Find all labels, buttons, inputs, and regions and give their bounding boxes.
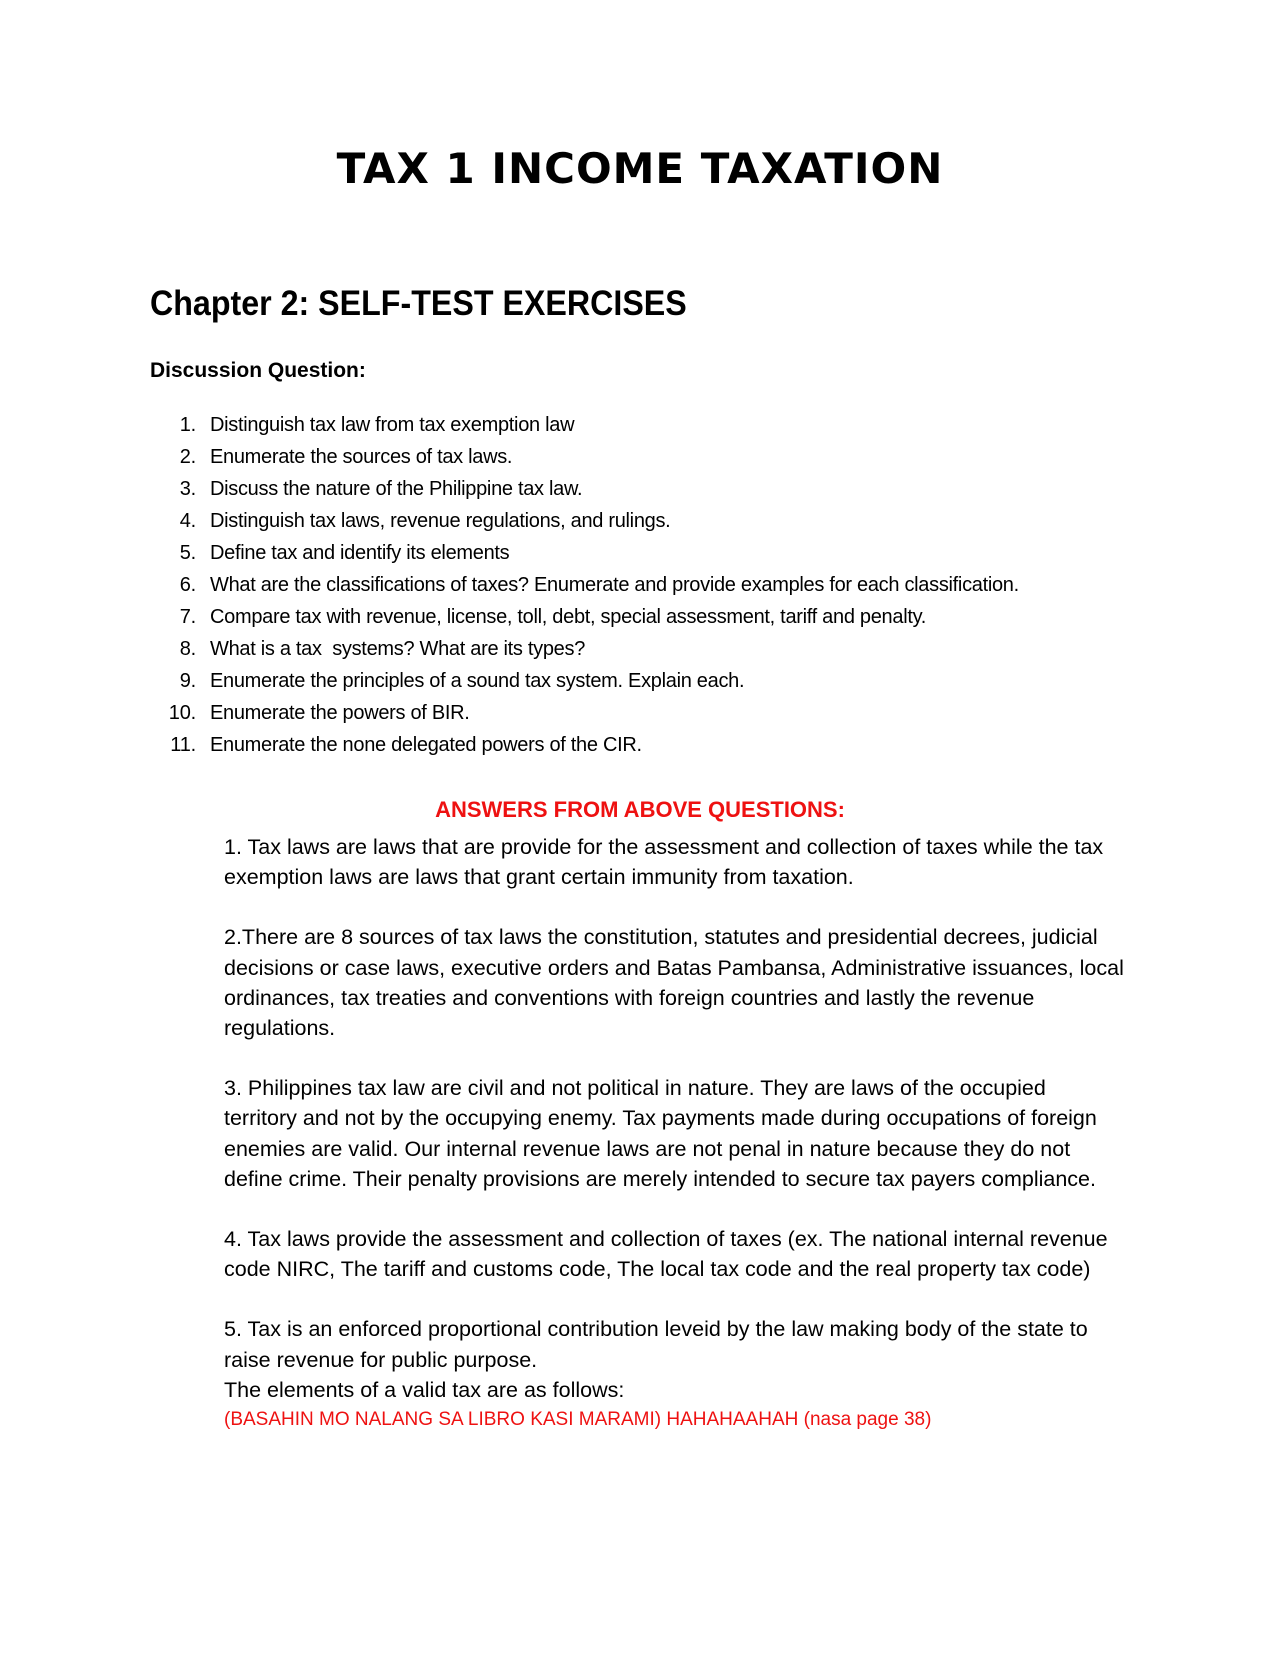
answers-section: [224, 832, 1124, 1435]
question-number: 8.: [179, 638, 196, 660]
question-number: 1.: [179, 414, 196, 436]
question-text: Distinguish tax law from tax exemption law: [210, 414, 575, 436]
question-item: [150, 409, 1150, 441]
question-text: What is a tax systems? What are its types?: [210, 638, 586, 660]
question-text: Enumerate the sources of tax laws.: [210, 446, 513, 468]
question-text: Enumerate the none delegated powers of the CIR.: [210, 734, 642, 756]
answers-heading: ANSWERS FROM ABOVE QUESTIONS:: [435, 797, 845, 822]
question-item: [150, 505, 1150, 537]
question-number: 11.: [170, 734, 196, 756]
question-text: Enumerate the powers of BIR.: [210, 702, 470, 724]
question-text: Distinguish tax laws, revenue regulations, and rulings.: [210, 510, 671, 532]
question-list: [150, 409, 1150, 761]
chapter-heading: Chapter 2: SELF-TEST EXERCISES: [150, 284, 687, 323]
answer-1: 1. Tax laws are laws that are provide for the assessment and collection of taxes while the tax exemption laws are laws that grant certain immunity from taxation.: [224, 835, 1104, 890]
answer-2: 2.There are 8 sources of tax laws the constitution, statutes and presidential decrees, judicial decisions or case laws, executive orders and Batas Pambansa, Administrative issuances, local ordinances, tax treaties and conventions with foreign countries and lastly the revenue regulations.: [224, 925, 1124, 1041]
question-number: 6.: [179, 574, 196, 596]
discussion-label: Discussion Question:: [150, 359, 366, 382]
answer-3: 3. Philippines tax law are civil and not political in nature. They are laws of the occupied territory and not by the occupying enemy. Tax payments made during occupations of foreign enemies are valid. Our internal revenue laws are not penal in nature because they do not define crime. Their penalty provisions are merely intended to secure tax payers compliance.: [224, 1076, 1097, 1191]
answer-5-note: (BASAHIN MO NALANG SA LIBRO KASI MARAMI) HAHAHAAHAH (nasa page 38): [224, 1409, 932, 1431]
question-item: [150, 473, 1150, 505]
answer-4: 4. Tax laws provide the assessment and collection of taxes (ex. The national internal revenue code NIRC, The tariff and customs code, The local tax code and the real property tax code): [224, 1227, 1108, 1282]
question-item: [150, 441, 1150, 473]
question-number: 10.: [168, 702, 196, 724]
question-item: [150, 665, 1150, 697]
question-number: 3.: [179, 478, 196, 500]
question-item: [150, 537, 1150, 569]
question-item: [150, 601, 1150, 633]
question-item: [150, 633, 1150, 665]
question-text: Discuss the nature of the Philippine tax law.: [210, 478, 583, 500]
answer-5: 5. Tax is an enforced proportional contribution leveid by the law making body of the state to raise revenue for public purpose.: [224, 1317, 1088, 1372]
question-item: [150, 729, 1150, 761]
question-number: 2.: [179, 446, 196, 468]
question-item: [150, 569, 1150, 601]
question-number: 5.: [179, 542, 196, 564]
document-title: TAX 1 INCOME TAXATION: [336, 144, 944, 193]
question-text: What are the classifications of taxes? Enumerate and provide examples for each classification.: [210, 574, 1019, 596]
question-number: 7.: [179, 606, 196, 628]
question-text: Define tax and identify its elements: [210, 542, 510, 564]
question-text: Enumerate the principles of a sound tax system. Explain each.: [210, 670, 745, 692]
answer-5-elements: The elements of a valid tax are as follows:: [224, 1377, 625, 1402]
question-item: [150, 697, 1150, 729]
question-text: Compare tax with revenue, license, toll, debt, special assessment, tariff and penalty.: [210, 606, 927, 628]
question-number: 9.: [179, 670, 196, 692]
question-number: 4.: [179, 510, 196, 532]
